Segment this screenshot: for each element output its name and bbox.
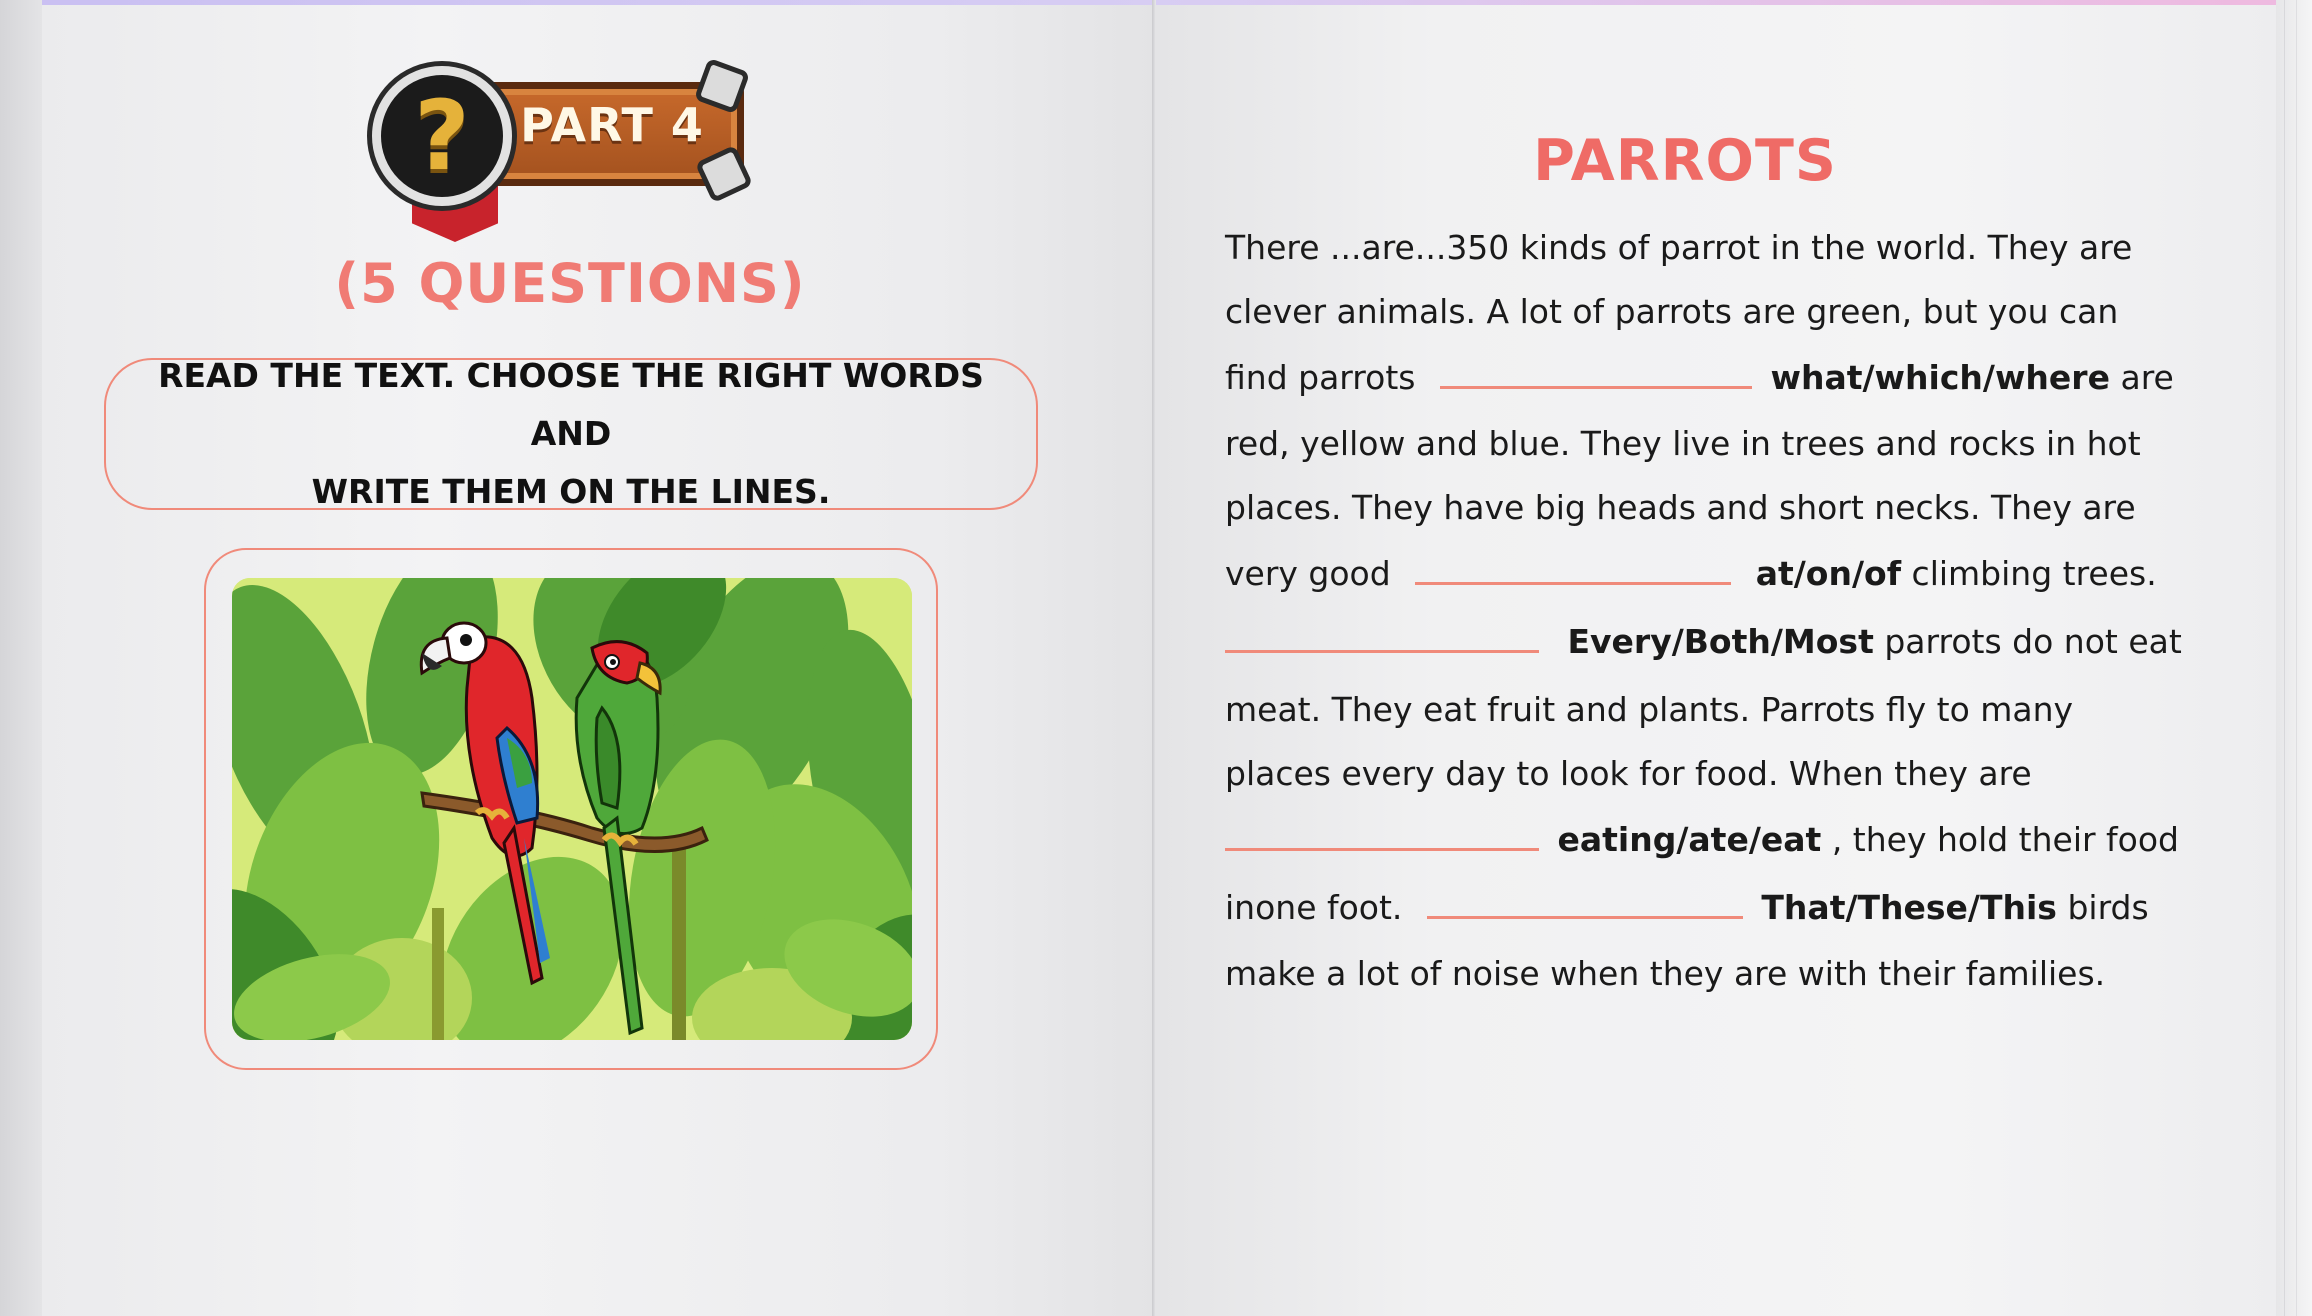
line-text-after: climbing trees. — [1911, 554, 2157, 593]
instruction-line-1: READ THE TEXT. CHOOSE THE RIGHT WORDS AND — [158, 356, 984, 453]
story-line-1: There ...are...350 kinds of parrot in the world. They are — [1225, 228, 2133, 267]
story-line-2: clever animals. A lot of parrots are green, but you can — [1225, 292, 2119, 331]
instruction-text — [131, 347, 1011, 521]
question-mark-icon — [372, 66, 512, 206]
answer-options-3: Every/Both/Most — [1567, 622, 1874, 661]
line-text-after: are — [2120, 358, 2174, 397]
book-right-edge — [2276, 0, 2312, 1316]
answer-blank-1[interactable] — [1440, 356, 1752, 389]
part-badge — [372, 62, 772, 252]
story-line-8: meat. They eat fruit and plants. Parrots fly to many — [1225, 690, 2074, 729]
story-line-10 — [1225, 818, 2179, 859]
line-text-after: birds — [2067, 888, 2149, 927]
answer-options-5: That/These/This — [1761, 888, 2057, 927]
line-text-before: inone foot. — [1225, 888, 1403, 927]
line-text-before: very good — [1225, 554, 1391, 593]
answer-options-1: what/which/where — [1770, 358, 2110, 397]
answer-blank-2[interactable] — [1415, 552, 1731, 585]
book-left-edge — [0, 0, 42, 1316]
questions-count: (5 QUESTIONS) — [334, 252, 806, 315]
line-text-after: parrots do not eat — [1884, 622, 2182, 661]
story-title: PARROTS — [1533, 128, 1837, 194]
story-line-7 — [1225, 620, 2182, 661]
story-line-12: make a lot of noise when they are with their families. — [1225, 954, 2106, 993]
story-line-6 — [1225, 552, 2157, 593]
line-text-before: find parrots — [1225, 358, 1416, 397]
part-label: PART 4 — [520, 98, 704, 152]
answer-options-4: eating/ate/eat — [1557, 820, 1822, 859]
story-line-5: places. They have big heads and short necks. They are — [1225, 488, 2136, 527]
answer-options-2: at/on/of — [1755, 554, 1902, 593]
answer-blank-5[interactable] — [1427, 886, 1743, 919]
story-line-4: red, yellow and blue. They live in trees and rocks in hot — [1225, 424, 2141, 463]
parrots-jungle-image — [232, 578, 912, 1040]
story-line-11 — [1225, 886, 2149, 927]
question-mark-glyph: ? — [414, 80, 470, 192]
story-line-3 — [1225, 356, 2174, 397]
instruction-line-2: WRITE THEM ON THE LINES. — [311, 472, 831, 511]
picture-frame — [204, 548, 938, 1070]
instruction-box — [104, 358, 1038, 510]
parrots-illustration — [232, 578, 912, 1040]
line-text-after: , they hold their food — [1831, 820, 2180, 859]
answer-blank-3[interactable] — [1225, 620, 1539, 653]
answer-blank-4[interactable] — [1225, 818, 1539, 851]
story-line-9: places every day to look for food. When they are — [1225, 754, 2032, 793]
